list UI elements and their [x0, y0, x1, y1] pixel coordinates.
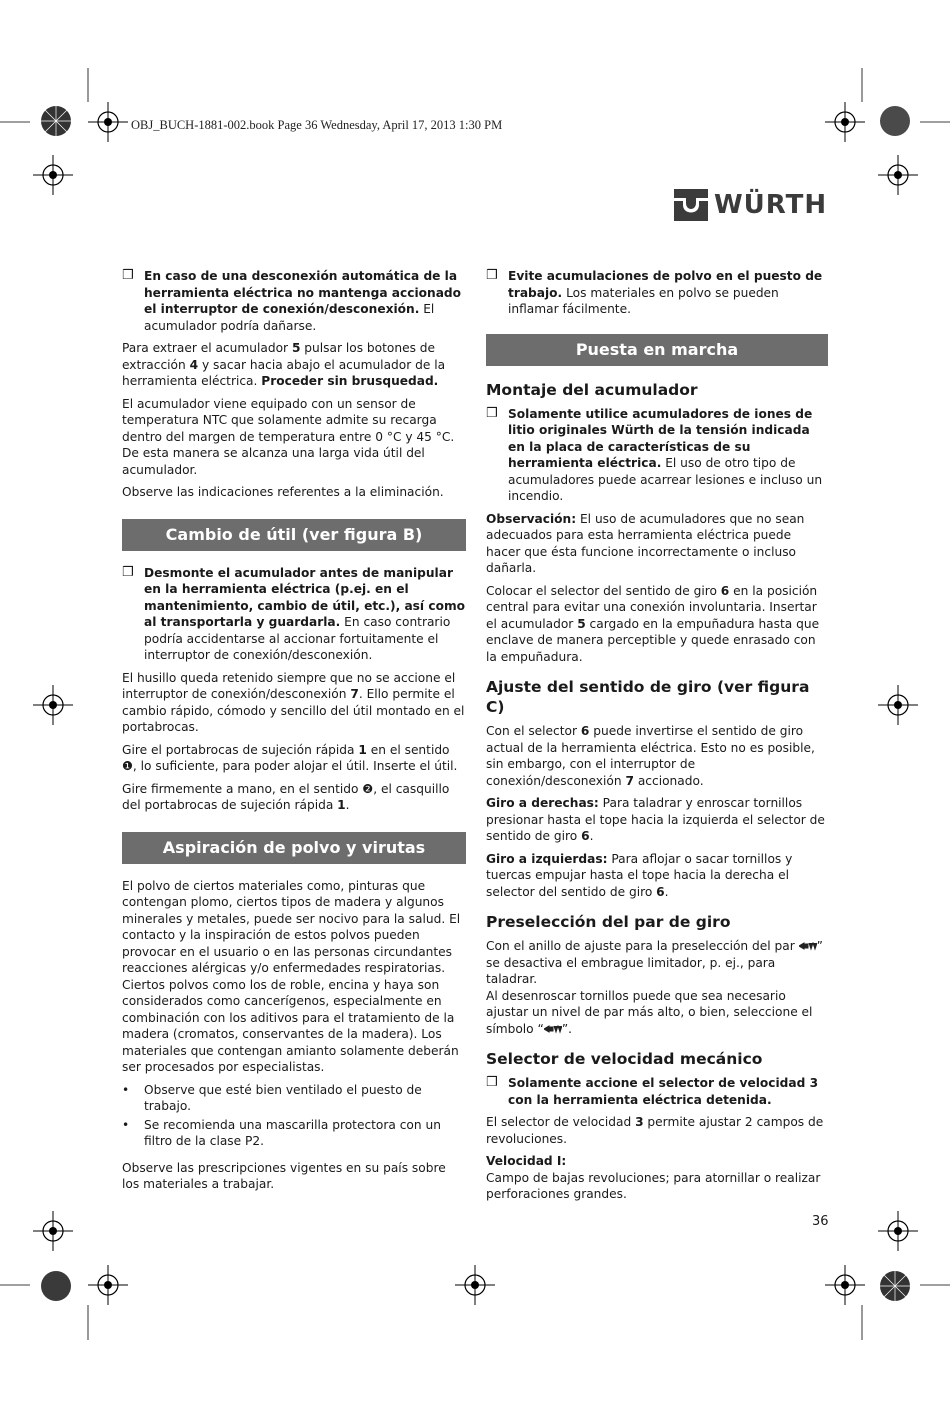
- paragraph: Con el anillo de ajuste para la preselección del par ” se desactiva el embrague limitador, p. ej., para taladrar.: [486, 939, 823, 986]
- drill-symbol-icon: [544, 1025, 562, 1034]
- subheading: Selector de velocidad mecánico: [486, 1050, 763, 1068]
- warning-bold: Desmonte el acumulador antes de manipular en la herramienta eléctrica (p.ej. en el mantenimiento, cambio de útil, etc.), así como al transportarla y guardarla.: [144, 565, 466, 629]
- paragraph: Campo de bajas revoluciones; para atornillar o realizar perforaciones grandes.: [486, 1170, 821, 1201]
- paragraph: Con el selector 6 puede invertirse el sentido de giro actual de la herramienta eléctrica. Esto no es posible, sin embargo, con el interruptor de conexión/desconexión 7 accionado.: [486, 724, 815, 788]
- color-target-icon: [879, 1270, 911, 1302]
- paragraph: El selector de velocidad 3 permite ajustar 2 campos de revoluciones.: [486, 1115, 824, 1146]
- checkbox-icon: ❒: [486, 1075, 498, 1090]
- paragraph: Colocar el selector del sentido de giro 6 en la posición central para evitar una conexión involuntaria. Insertar el acumulador 5 cargado en la empuñadura hasta que enclave de manera perceptible y quede enrasado con la empuñadura.: [486, 583, 820, 664]
- paragraph: El polvo de ciertos materiales como, pinturas que contengan plomo, ciertos tipos de madera y algunos minerales y metales, puede ser nocivo para la salud. El contacto y la inspiración de estos polvos pueden provocar en el usuario o en las personas circundantes reacciones alérgicas y/o enfermedades respiratorias.: [122, 878, 461, 975]
- list-item: • Se recomienda una mascarilla protectora con un filtro de la clase P2.: [122, 1117, 441, 1148]
- page-number: 36: [812, 1214, 829, 1229]
- wurth-logo: [674, 189, 827, 221]
- warning-item: [486, 268, 828, 318]
- bullet-list: [122, 1082, 466, 1150]
- paragraph: El acumulador viene equipado con un sensor de temperatura NTC que solamente admite su recarga dentro del margen de temperatura entre 0 °C y 45 °C. De esta manera se alcanza una larga vida útil del acumulador.: [122, 396, 455, 477]
- checkbox-icon: ❒: [122, 564, 134, 580]
- warning-item: [486, 406, 828, 505]
- subheading: Ajuste del sentido de giro (ver figura C): [486, 678, 810, 716]
- paragraph: Observación: El uso de acumuladores que no sean adecuados para esta herramienta eléctrica puede hacer que ésta funcione incorrectamente o incluso dañarla.: [486, 511, 805, 575]
- paragraph: Giro a izquierdas: Para aflojar o sacar tornillos y tuercas empujar hasta el tope hacia la derecha el selector del sentido de giro 6.: [486, 851, 793, 899]
- warning-item: [122, 565, 466, 664]
- color-target-icon: [40, 1270, 72, 1302]
- warning-text: Los materiales en polvo se pueden inflamar fácilmente.: [508, 285, 779, 316]
- paragraph: Para extraer el acumulador 5 pulsar los botones de extracción 4 y sacar hacia abajo el acumulador de la herramienta eléctrica. Proceder sin brusquedad.: [122, 341, 446, 388]
- warning-bold: Evite acumulaciones de polvo en el puesto de trabajo.: [508, 269, 823, 300]
- subheading: Preselección del par de giro: [486, 913, 731, 931]
- paragraph: Ciertos polvos como los de roble, encina y haya son considerados como cancerígenos, especialmente en combinación con los aditivos para el tratamiento de la madera (cromatos, conservantes de la madera). Los materiales que contengan amianto solamente deberán ser procesados por especialistas.: [122, 977, 459, 1074]
- warning-text: El acumulador podría dañarse.: [144, 302, 435, 333]
- warning-bold: Solamente utilice acumuladores de iones de litio originales Würth de la tensión indicada en la placa de características de su herramienta eléctrica.: [508, 406, 813, 470]
- paragraph: Giro a derechas: Para taladrar y enroscar tornillos presionar hasta el tope hacia la izquierda el selector de sentido de giro 6.: [486, 796, 825, 843]
- warning-bold: Solamente accione el selector de velocidad 3 con la herramienta eléctrica detenida.: [508, 1076, 819, 1107]
- color-target-icon: [879, 105, 911, 137]
- paragraph: Gire firmemente a mano, en el sentido ❷, el casquillo del portabrocas de sujeción rápida 1.: [122, 781, 450, 812]
- right-column: [486, 268, 828, 1209]
- paragraph: Gire el portabrocas de sujeción rápida 1 en el sentido ❶, lo suficiente, para poder alojar el útil. Inserte el útil.: [122, 742, 458, 773]
- drill-symbol-icon: [799, 942, 817, 951]
- paragraph: Observe las indicaciones referentes a la eliminación.: [122, 485, 444, 499]
- subheading: Montaje del acumulador: [486, 380, 698, 399]
- print-header: OBJ_BUCH-1881-002.book Page 36 Wednesday, April 17, 2013 1:30 PM: [131, 118, 503, 132]
- paragraph: Velocidad I:: [486, 1154, 567, 1168]
- checkbox-icon: ❒: [486, 405, 498, 421]
- color-target-icon: [40, 105, 72, 137]
- section-heading: Cambio de útil (ver figura B): [122, 519, 466, 551]
- left-column: [122, 268, 466, 1199]
- warning-text: El uso de otro tipo de acumuladores puede acarrear lesiones e incluso un incendio.: [508, 456, 823, 503]
- list-item: • Observe que esté bien ventilado el puesto de trabajo.: [122, 1082, 422, 1113]
- section-heading: Aspiración de polvo y virutas: [122, 832, 466, 864]
- checkbox-icon: ❒: [122, 268, 134, 283]
- warning-bold: En caso de una desconexión automática de la herramienta eléctrica no mantenga accionado el interruptor de conexión/desconexión.: [144, 269, 462, 316]
- paragraph: Observe las prescripciones vigentes en su país sobre los materiales a trabajar.: [122, 1160, 446, 1191]
- warning-text: En caso contrario podría accidentarse al accionar fortuitamente el interruptor de conexión/desconexión.: [144, 615, 451, 662]
- paragraph: El husillo queda retenido siempre que no se accione el interruptor de conexión/desconexión 7. Ello permite el cambio rápido, cómodo y sencillo del útil montado en el portabrocas.: [122, 670, 465, 734]
- warning-item: [486, 1075, 828, 1108]
- paragraph: Al desenroscar tornillos puede que sea necesario ajustar un nivel de par más alto, o bien, seleccione el símbolo “ ”.: [486, 988, 813, 1036]
- wurth-logo-icon: [674, 189, 708, 221]
- warning-item: [122, 268, 466, 334]
- logo-text: WÜRTH: [714, 190, 828, 220]
- section-heading: Puesta en marcha: [486, 334, 828, 366]
- checkbox-icon: ❒: [486, 268, 498, 283]
